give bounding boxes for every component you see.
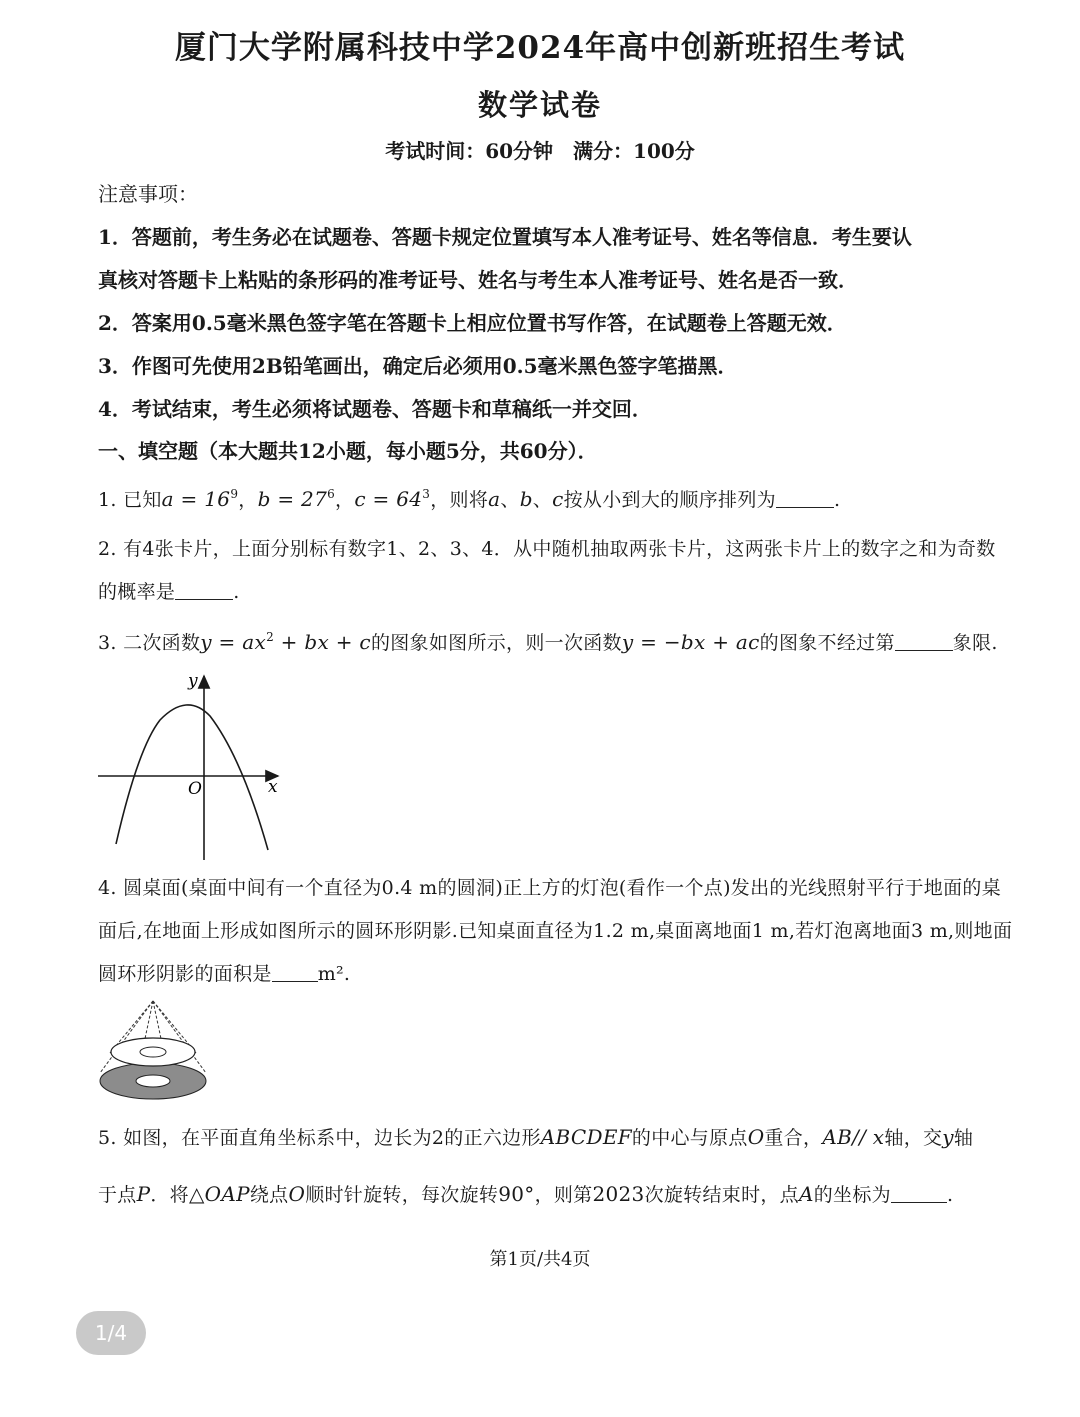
q1-mid: ，则将 xyxy=(430,489,489,511)
y-axis-label: y xyxy=(188,671,198,691)
q1-var-b: b xyxy=(519,487,533,511)
table-hole xyxy=(140,1047,166,1057)
q1-sep: ， xyxy=(335,489,355,511)
q3-mid: 的图象如图所示，则一次函数 xyxy=(370,632,622,654)
q1-c-expr: $c = 64^3$ xyxy=(354,487,431,511)
notice-heading: 注意事项： xyxy=(98,182,198,206)
question-2-line-2: 的概率是 . xyxy=(98,581,240,603)
q2-answer-blank[interactable] xyxy=(175,581,233,600)
q1-a-expr: $a = 16^9$ xyxy=(161,487,239,511)
q3-end: 象限. xyxy=(952,632,998,654)
x-axis-label: x xyxy=(268,777,278,797)
q4-answer-blank[interactable] xyxy=(272,963,318,982)
page-indicator-badge[interactable]: 1/4 xyxy=(76,1311,146,1355)
notice-item-3: 3．作图可先使用2B铅笔画出，确定后必须用0.5毫米黑色签字笔描黑． xyxy=(98,354,738,378)
exam-subtitle: 数学试卷 xyxy=(477,88,602,122)
q1-end: . xyxy=(833,489,841,511)
q1-var-a: a xyxy=(488,487,501,511)
origin-label: O xyxy=(188,779,202,799)
question-4-line-1: 4. 圆桌面(桌面中间有一个直径为0.4 m的圆洞)正上方的灯泡(看作一个点)发出的光线照射平行于地面的桌 xyxy=(98,877,1001,899)
q3-prefix: 3. 二次函数 xyxy=(98,632,201,654)
hexagon-label: ABCDEF xyxy=(540,1125,632,1149)
notice-item-1-line-2: 真核对答题卡上粘贴的条形码的准考证号、姓名与考生本人准考证号、姓名是否一致． xyxy=(98,268,858,292)
parabola-curve xyxy=(116,705,268,850)
q5-answer-blank[interactable] xyxy=(891,1184,947,1203)
parabola-graph xyxy=(92,664,292,870)
q1-suffix: 按从小到大的顺序排列为 xyxy=(563,489,776,511)
q1-var-c: c xyxy=(552,487,564,511)
question-5-line-1: 5. 如图，在平面直角坐标系中，边长为2的正六边形ABCDEF的中心与原点O重合，AB// x轴，交y轴 xyxy=(98,1125,974,1149)
notice-item-2: 2．答案用0.5毫米黑色签字笔在答题卡上相应位置书写作答，在试题卷上答题无效． xyxy=(98,311,847,335)
question-4-line-3: 圆环形阴影的面积是 m². xyxy=(98,963,351,985)
q1-prefix: 1. 已知 xyxy=(98,489,162,511)
question-1 xyxy=(98,485,840,512)
q1-dun: 、 xyxy=(500,489,520,511)
q1-dun: 、 xyxy=(532,489,553,511)
q3-quadratic: $y = ax^2$ + bx + c xyxy=(200,630,371,654)
q3-linear: y = −bx + ac xyxy=(621,630,760,654)
q1-sep: ， xyxy=(238,489,258,511)
question-3 xyxy=(98,628,998,655)
q1-answer-blank[interactable] xyxy=(776,489,834,508)
q3-answer-blank[interactable] xyxy=(895,632,953,651)
notice-item-4: 4．考试结束，考生必须将试题卷、答题卡和草稿纸一并交回． xyxy=(98,397,652,421)
question-2-line-1: 2. 有4张卡片，上面分别标有数字1、2、3、4．从中随机抽取两张卡片，这两张卡片上的数字之和为奇数 xyxy=(98,538,996,560)
question-5-line-2: 于点P．将△OAP绕点O顺时针旋转，每次旋转90°，则第2023次旋转结束时，点A的坐标为 . xyxy=(98,1182,954,1206)
q3-suffix: 的图象不经过第 xyxy=(759,632,895,654)
notice-item-1-line-1: 1．答题前，考生务必在试题卷、答题卡规定位置填写本人准考证号、姓名等信息．考生要认 xyxy=(98,225,912,249)
page-footer: 第1页/共4页 xyxy=(489,1249,591,1270)
ground-light-hole xyxy=(136,1075,170,1087)
q1-b-expr: $b = 27^6$ xyxy=(257,487,336,511)
section-heading: 一、填空题（本大题共12小题，每小题5分，共60分）． xyxy=(98,439,598,463)
lamp-table-shadow-figure xyxy=(94,995,212,1105)
question-4-line-2: 面后,在地面上形成如图所示的圆环形阴影.已知桌面直径为1.2 m,桌面离地面1 m,若灯泡离地面3 m,则地面 xyxy=(98,920,1013,942)
exam-info: 考试时间：60分钟 满分：100分 xyxy=(385,139,695,163)
exam-title: 厦门大学附属科技中学2024年高中创新班招生考试 xyxy=(174,30,906,66)
